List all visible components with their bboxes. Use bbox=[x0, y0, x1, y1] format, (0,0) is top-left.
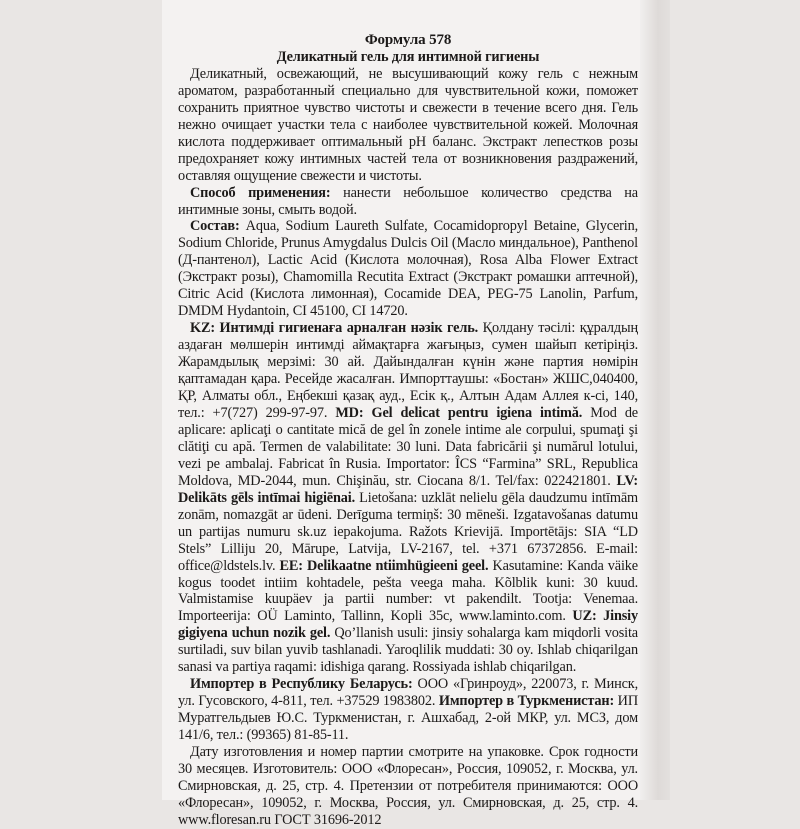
usage-text: нанести небольшое количество средства на интимные зоны, смыть водой. bbox=[178, 184, 638, 218]
tm-importer-label: Импортер в Туркменистан: bbox=[438, 693, 615, 710]
importers-paragraph bbox=[178, 676, 638, 744]
label-fold-shadow bbox=[640, 0, 670, 800]
md-label: MD: Gel delicat pentru igiena intimă. bbox=[335, 404, 583, 421]
kz-text: Қолдану тәсілі: құралдың аздаған мөлшерін интимді аймақтарға жағыңыз, сумен шайып кетіріңіз. Жарамдылық мерзімі: 30 ай. Дайындалған күнін және партия нөмірін қаптамадан қара. Ресейде жасалған. Импорттаушы: «Бостан» ЖШС,040400, ҚР, Алматы обл., Еңбекші қазақ ауд., Есік қ., Алтын Адам Аллея к-сі, 140, тел.: +7(727) 299-97-97. bbox=[178, 320, 638, 421]
uz-label: UZ: Jinsiy gigiyena uchun nozik gel. bbox=[178, 608, 638, 642]
md-text: Mod de aplicare: aplicaţi o cantitate mică de gel în zonele intime ale corpului, spumaţi şi clătiţi cu apă. Termen de valabilitate: 30 luni. Data fabricării şi numărul lotului, vezi pe ambalaj. Fabricat în Rusia. Importator: ÎCS “Farmina” SRL, Republica Moldova, MD-2044, mun. Chişinău, str. Ciocana 8/1. Tel/fax: 022421801. bbox=[178, 404, 639, 489]
by-importer-label: Импортер в Республику Беларусь: bbox=[190, 676, 413, 693]
tm-importer-text: ИП Муратгельдыев Ю.С. Туркменистан, г. Ашхабад, 2-ой МКР, ул. МСЗ, дом 141/6, тел.: (99365) 81-85-11. bbox=[178, 693, 638, 744]
formula-title: Формула 578 bbox=[364, 32, 452, 48]
ee-text: Kasutamine: Kanda väike kogus toodet intiim kohtadele, pešta veega maha. Kõlblik kuni: 30 kuud. Valmistamise kuupäev ja partii number: vt pakendilt. Tootja: Venemaa. Importeerija: OÜ Laminto, Tallinn, Kopli 35c, www.laminto.com. bbox=[178, 557, 638, 625]
lv-label: LV: Delikāts gēls intīmai higiēnai. bbox=[178, 472, 638, 506]
kz-label: KZ: Интимді гигиенаға арналған нәзік гель. bbox=[190, 320, 479, 337]
by-importer-text: ООО «Гринроуд», 220073, г. Минск, ул. Гусовского, 4-811, тел. +37529 1983802. bbox=[178, 676, 638, 710]
ee-label: EE: Delikaatne ntiimhügieeni geel. bbox=[279, 557, 489, 574]
composition-label: Состав: bbox=[190, 218, 240, 235]
product-description: Деликатный, освежающий, не высушивающий кожу гель с нежным ароматом, разработанный специально для чувствительной кожи, поможет сохранить приятное чувство чистоты и свежести в течение всего дня. Гель нежно очищает участки тела с наиболее чувствительной кожей. Молочная кислота поддерживает оптимальный pH баланс. Экстракт лепестков розы предохраняет кожу интимных частей тела от возникновения раздражений, оставляя ощущение свежести и чистоты. bbox=[178, 65, 638, 184]
product-subtitle: Деликатный гель для интимной гигиены bbox=[276, 48, 540, 65]
lv-text: Lietošana: uzklāt nelielu gēla daudzumu intīmām zonām, nomazgāt ar ūdeni. Derīguma termiņš: 30 mēneši. Izgatavošanas datumu un partijas numuru sk.uz iepakojuma. Ražots Krievijā. Importētājs: SIA “LD Stels” Lilliju 20, Mārupe, Latvija, LV-2167, tel. +371 67372856. E-mail: office@ldstels.lv. bbox=[178, 489, 638, 574]
usage-label: Способ применения: bbox=[190, 184, 331, 201]
label-text bbox=[178, 32, 638, 829]
usage-paragraph bbox=[178, 185, 638, 219]
uz-text: Qo’llanish usuli: jinsiy sohalarga kam miqdorli vosita surtiladi, suv bilan yuvib tashlanadi. Yaroqlilik muddati: 30 oy. Ishlab chiqarilgan sanasi va partiya raqami: idishiga qarang. Rossiyada ishlab chiqarilgan. bbox=[178, 625, 638, 676]
composition-paragraph bbox=[178, 218, 638, 320]
manufacturer-footer: Дату изготовления и номер партии смотрите на упаковке. Срок годности 30 месяцев. Изготовитель: ООО «Флоресан», Россия, 109052, г. Москва, ул. Смирновская, д. 25, стр. 4. Претензии от потребителя принимаются: ООО «Флоресан», 109052, г. Москва, Россия, ул. Смирновская, д. 25, стр. 4. www.floresan.ru ГОСТ 31696-2012 bbox=[178, 744, 638, 828]
translations-paragraph bbox=[178, 320, 638, 676]
composition-text: Aqua, Sodium Laureth Sulfate, Cocamidopropyl Betaine, Glycerin, Sodium Chloride, Prunus Amygdalus Dulcis Oil (Масло миндальное), Panthenol (Д-пантенол), Lactic Acid (Кислота молочная), Rosa Alba Flower Extract (Экстракт розы), Chamomilla Recutita Extract (Экстракт ромашки аптечной), Citric Acid (Кислота лимонная), Cocamide DEA, PEG-75 Lanolin, Parfum, DMDM Hydantoin, CI 45100, CI 14720. bbox=[178, 218, 638, 320]
